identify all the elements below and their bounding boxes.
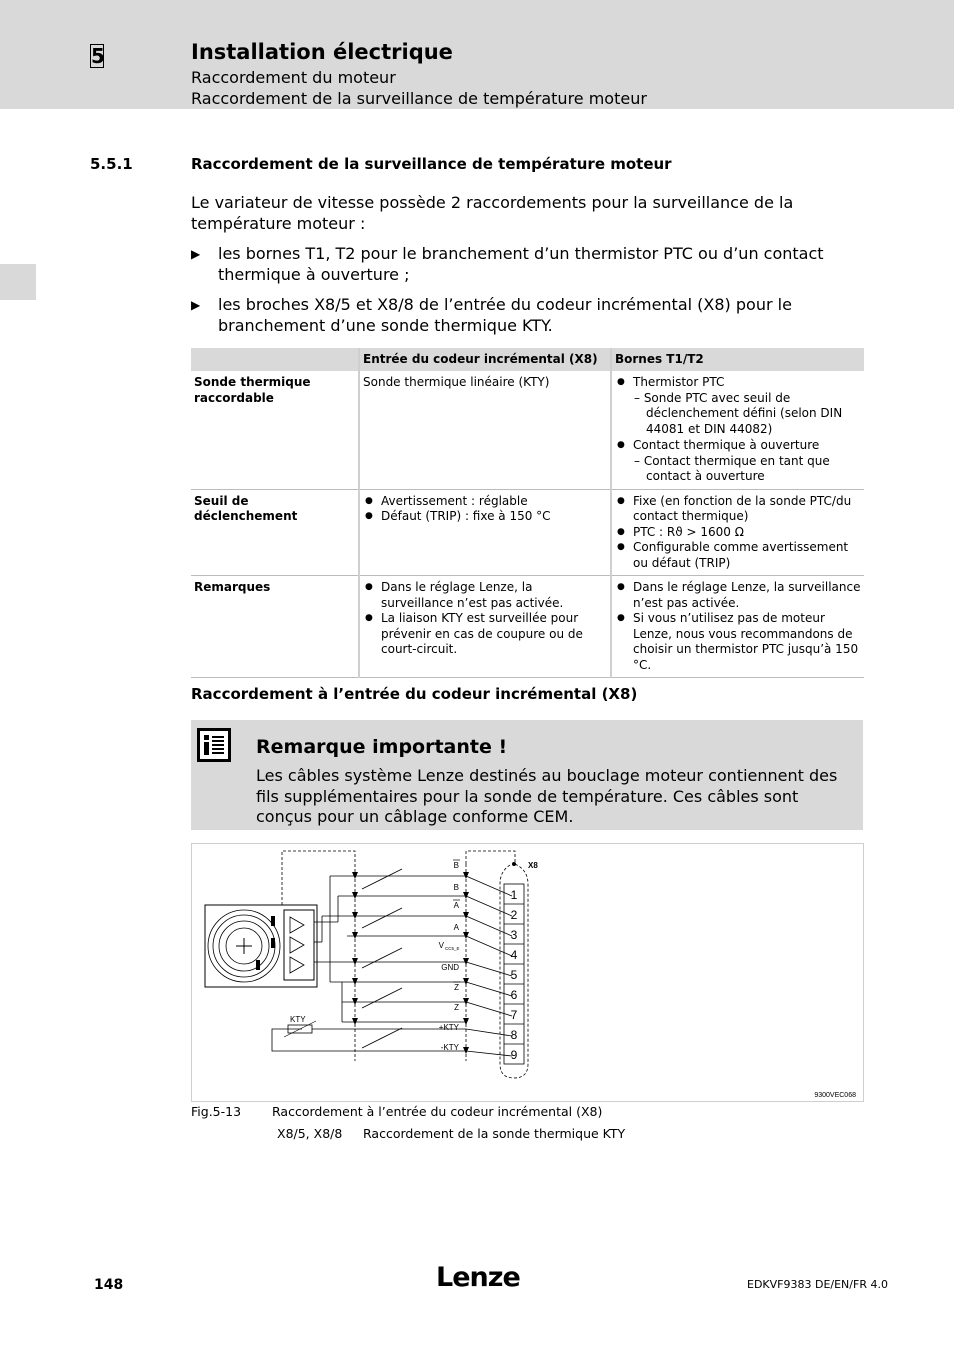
list-item: ● Configurable comme avertissement ou défaut (TRIP) — [615, 540, 861, 571]
signal-label-a-bar: A — [453, 901, 459, 910]
table-row — [191, 371, 864, 489]
cable-shield — [282, 851, 528, 1078]
pin-number: 8 — [510, 1028, 518, 1042]
sub-item: – Contact thermique en tant que contact à ouverture — [634, 453, 830, 483]
side-tab-marker — [0, 264, 36, 300]
list-item: ● PTC : Rϑ > 1600 Ω — [615, 525, 861, 541]
pin-number: 3 — [510, 928, 518, 942]
chapter-number: 5 — [91, 44, 105, 68]
table-header-x8: Entrée du codeur incrémental (X8) — [359, 348, 611, 371]
list-item: ● La liaison KTY est surveillée pour prévenir en cas de coupure ou de court-circuit. — [363, 611, 607, 658]
list-item: ● Défaut (TRIP) : fixe à 150 °C — [363, 509, 607, 525]
table-cell — [611, 489, 864, 576]
chapter-subtitle-1: Raccordement du moteur — [191, 68, 396, 87]
table-cell — [611, 371, 864, 489]
pin-number: 7 — [510, 1008, 518, 1022]
wiring-diagram — [191, 843, 864, 1102]
table-row — [191, 576, 864, 678]
chapter-title: Installation électrique — [191, 40, 453, 64]
chapter-subtitle-2: Raccordement de la surveillance de température moteur — [191, 89, 647, 108]
kty-label: KTY — [290, 1015, 306, 1024]
table-cell — [359, 576, 611, 678]
intro-paragraph: Le variateur de vitesse possède 2 raccordements pour la surveillance de la température moteur : — [191, 193, 794, 233]
list-item: ● Dans le réglage Lenze, la surveillance n’est pas activée. — [363, 580, 607, 611]
table-cell — [359, 489, 611, 576]
signal-labels — [439, 861, 460, 1052]
note-text: Les câbles système Lenze destinés au bouclage moteur contiennent des fils supplémentaires pour la sonde de température. Ces câbles sont conçus pour un câblage conforme CEM. — [256, 766, 838, 826]
bullet-text: les broches X8/5 et X8/8 de l’entrée du codeur incrémental (X8) pour le branchement d’une sonde thermique KTY. — [218, 295, 792, 335]
pin-number: 9 — [510, 1048, 518, 1062]
pin-block — [504, 884, 524, 1064]
section-title: Raccordement de la surveillance de température moteur — [191, 155, 672, 173]
x8-subheading: Raccordement à l’entrée du codeur incrémental (X8) — [191, 685, 638, 703]
page-number: 148 — [94, 1277, 124, 1293]
lenze-logo: Lenze — [436, 1262, 520, 1293]
table-header-row — [191, 348, 864, 371]
pin-number: 4 — [510, 948, 518, 962]
arrow-bullet-icon: ▶ — [191, 298, 201, 312]
figure-legend-key: X8/5, X8/8 — [277, 1126, 343, 1141]
vcc-subscript: CC5_E — [445, 946, 460, 951]
signal-label-kty-minus: -KTY — [440, 1043, 459, 1052]
bullet-text: les bornes T1, T2 pour le branchement d’un thermistor PTC ou d’un contact thermique à ouverture ; — [218, 244, 824, 284]
note-title: Remarque importante ! — [256, 736, 508, 758]
pin-number: 5 — [510, 968, 518, 982]
pin-number: 2 — [510, 908, 518, 922]
signal-label-b: B — [453, 883, 459, 892]
bullet-item — [191, 244, 831, 285]
signal-label-z: Z — [454, 1003, 459, 1012]
list-item: ● Si vous n’utilisez pas de moteur Lenze, nous vous recommandons de choisir un thermistor PTC jusqu’à 150 °C. — [615, 611, 861, 673]
signal-label-kty-plus: +KTY — [438, 1023, 459, 1032]
signal-label-a: A — [453, 923, 459, 932]
table-cell — [611, 576, 864, 678]
table-header-empty — [191, 348, 359, 371]
important-note-box — [191, 720, 863, 830]
connector-label: X8 — [528, 861, 538, 870]
signal-label-b-bar: B — [453, 861, 459, 870]
comparison-table — [191, 348, 864, 678]
sub-item: – Sonde PTC avec seuil de déclenchement défini (selon DIN 44081 et DIN 44082) — [634, 390, 843, 436]
pin-number: 6 — [510, 988, 518, 1002]
row-label: Remarques — [191, 576, 359, 678]
signal-label-z-bar: Z — [454, 983, 459, 992]
table-cell: Sonde thermique linéaire (KTY) — [359, 371, 611, 489]
list-item: ● Dans le réglage Lenze, la surveillance n’est pas activée. — [615, 580, 861, 611]
pin-number: 1 — [510, 888, 518, 902]
list-item: ● Contact thermique à ouverture — [615, 438, 861, 454]
signal-label-gnd: GND — [441, 963, 459, 972]
figure-caption-number: Fig.5-13 — [191, 1104, 242, 1119]
info-icon — [197, 728, 231, 762]
list-item: ● Avertissement : réglable — [363, 494, 607, 510]
terminal-marks — [352, 862, 516, 1054]
signal-wires — [272, 876, 512, 1056]
table-row — [191, 489, 864, 576]
list-item: ● Thermistor PTC — [615, 375, 861, 391]
list-item: ● Fixe (en fonction de la sonde PTC/du contact thermique) — [615, 494, 861, 525]
encoder-motor-drawing — [205, 905, 317, 987]
figure-legend-text: Raccordement de la sonde thermique KTY — [363, 1126, 626, 1141]
arrow-bullet-icon: ▶ — [191, 247, 201, 261]
table-header-t1t2: Bornes T1/T2 — [611, 348, 864, 371]
bullet-item — [191, 295, 831, 336]
row-label: Sonde thermique raccordable — [191, 371, 359, 489]
row-label: Seuil de déclenchement — [191, 489, 359, 576]
figure-caption-text: Raccordement à l’entrée du codeur incrémental (X8) — [272, 1104, 603, 1119]
section-number: 5.5.1 — [90, 155, 133, 173]
document-id: EDKVF9383 DE/EN/FR 4.0 — [747, 1278, 888, 1291]
drawing-id: 9300VEC068 — [814, 1092, 856, 1099]
signal-label-vcc: V — [438, 941, 444, 950]
